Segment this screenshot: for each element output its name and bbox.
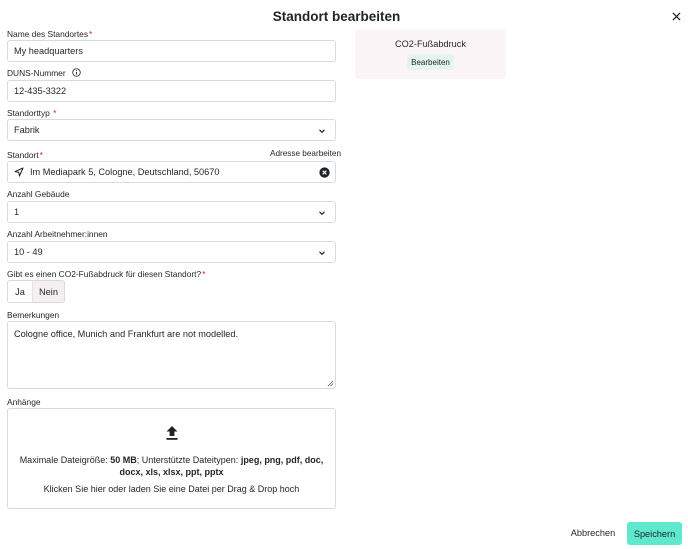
max-size-prefix: Maximale Dateigröße: xyxy=(19,455,111,465)
attachments-label: Anhänge xyxy=(7,397,41,407)
co2-toggle-group xyxy=(7,280,65,303)
notes-textarea[interactable] xyxy=(7,321,336,389)
edit-address-link[interactable]: Adresse bearbeiten xyxy=(270,149,342,158)
navigation-arrow-icon xyxy=(14,167,24,177)
close-icon xyxy=(672,12,681,21)
clear-icon[interactable] xyxy=(319,167,330,178)
location-label-text: Standort xyxy=(7,150,39,160)
employee-count-select[interactable] xyxy=(7,241,336,263)
employee-count-label: Anzahl Arbeitnehmer:innen xyxy=(7,229,108,239)
building-count-select[interactable] xyxy=(7,201,336,223)
site-type-value: Fabrik xyxy=(14,125,40,135)
employee-count-value: 10 - 49 xyxy=(14,247,43,257)
max-size-line xyxy=(8,455,335,465)
required-mark: * xyxy=(202,269,206,279)
duns-input[interactable] xyxy=(7,80,336,102)
chevron-down-icon xyxy=(317,208,327,218)
toggle-ja[interactable]: Ja xyxy=(15,286,25,297)
required-mark: * xyxy=(53,108,57,118)
name-input[interactable] xyxy=(7,40,336,62)
info-icon[interactable] xyxy=(72,68,81,77)
location-value: Im Mediapark 5, Cologne, Deutschland, 50670 xyxy=(30,167,220,177)
save-button[interactable]: Speichern xyxy=(627,522,682,545)
upload-icon xyxy=(165,425,179,441)
required-mark: * xyxy=(89,29,93,39)
close-button[interactable] xyxy=(668,8,684,24)
dialog-title: Standort bearbeiten xyxy=(272,9,401,24)
co2-card-title: CO2-Fußabdruck xyxy=(395,39,466,49)
co2-edit-button[interactable]: Bearbeiten xyxy=(407,54,454,70)
location-input[interactable] xyxy=(7,161,336,183)
site-type-label xyxy=(7,108,56,118)
co2-question-label xyxy=(7,269,205,279)
building-count-label: Anzahl Gebäude xyxy=(7,189,70,199)
site-type-label-text: Standorttyp xyxy=(7,108,50,118)
duns-value: 12-435-3322 xyxy=(14,86,67,96)
chevron-down-icon xyxy=(317,248,327,258)
file-dropzone[interactable] xyxy=(7,408,336,509)
types-prefix: ; Unterstützte Dateitypen: xyxy=(136,455,241,465)
co2-question-text: Gibt es einen CO2-Fußabdruck für diesen Standort? xyxy=(7,269,202,279)
chevron-down-icon xyxy=(317,126,327,136)
types-line-2: docx, xls, xlsx, ppt, pptx xyxy=(119,467,224,477)
site-type-select[interactable] xyxy=(7,119,336,141)
resize-handle-icon[interactable] xyxy=(327,380,334,387)
name-value: My headquarters xyxy=(14,46,83,56)
notes-label: Bemerkungen xyxy=(7,310,60,320)
name-label-text: Name des Standortes xyxy=(7,29,89,39)
toggle-nein[interactable]: Nein xyxy=(32,281,64,302)
duns-label xyxy=(7,68,81,78)
duns-label-text: DUNS-Nummer xyxy=(7,68,66,78)
name-label xyxy=(7,29,92,39)
dropzone-hint: Klicken Sie hier oder laden Sie eine Datei per Drag & Drop hoch xyxy=(43,484,300,494)
cancel-button[interactable]: Abbrechen xyxy=(570,528,616,538)
required-mark: * xyxy=(39,150,43,160)
location-label xyxy=(7,150,43,160)
building-count-value: 1 xyxy=(14,207,20,217)
max-size-value: 50 MB xyxy=(110,455,137,465)
notes-value: Cologne office, Munich and Frankfurt are not modelled. xyxy=(14,329,239,339)
types-line-1: jpeg, png, pdf, doc, xyxy=(240,455,324,465)
types-line xyxy=(8,467,335,477)
